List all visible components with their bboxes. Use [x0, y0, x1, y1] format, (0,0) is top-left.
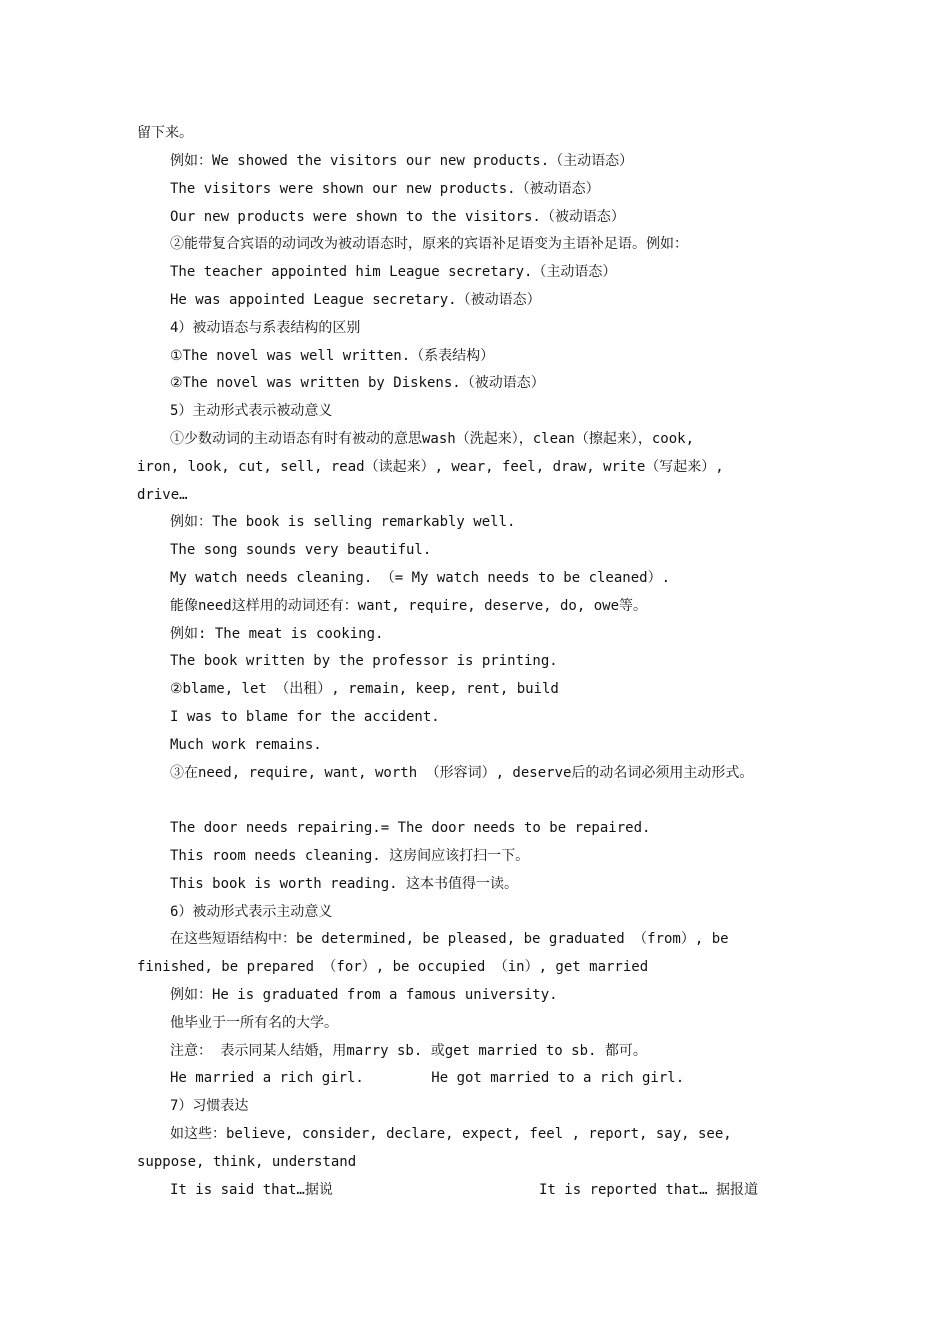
text-line: 例如：The book is selling remarkably well. [170, 514, 516, 530]
text-line: It is said that…据说 [170, 1182, 333, 1198]
text-line: 在这些短语结构中：be determined, be pleased, be graduated （from）, be [170, 931, 729, 947]
text-line: The song sounds very beautiful. [170, 542, 432, 558]
text-line: 留下来。 [137, 125, 193, 141]
text-line: 例如：We showed the visitors our new products.（主动语态） [170, 153, 634, 169]
text-line: ②The novel was written by Diskens.（被动语态） [170, 375, 545, 391]
text-line: ②blame, let （出租）, remain, keep, rent, build [170, 681, 559, 697]
text-line: I was to blame for the accident. [170, 709, 440, 725]
section-heading: 4）被动语态与系表结构的区别 [170, 320, 361, 336]
text-line: The teacher appointed him League secretary.（主动语态） [170, 264, 617, 280]
text-line: Our new products were shown to the visitors.（被动语态） [170, 209, 625, 225]
section-heading: 5）主动形式表示被动意义 [170, 403, 333, 419]
text-line: My watch needs cleaning. （= My watch needs to be cleaned）. [170, 570, 671, 586]
text-line: This room needs cleaning. 这房间应该打扫一下。 [170, 848, 530, 864]
text-line: 例如：He is graduated from a famous university. [170, 987, 558, 1003]
text-line: The door needs repairing.= The door needs to be repaired. [170, 820, 651, 836]
text-line: The book written by the professor is printing. [170, 653, 558, 669]
text-line: ①The novel was well written.（系表结构） [170, 348, 495, 364]
text-line: 注意： 表示同某人结婚，用marry sb. 或get married to sb. 都可。 [170, 1043, 647, 1059]
text-line: suppose, think, understand [137, 1154, 357, 1170]
text-line: It is reported that… 据报道 [539, 1182, 759, 1198]
text-line: 能像need这样用的动词还有：want, require, deserve, do, owe等。 [170, 598, 648, 614]
text-line: The visitors were shown our new products.（被动语态） [170, 181, 600, 197]
text-line: He married a rich girl. He got married to a rich girl. [170, 1070, 685, 1086]
text-line: iron, look, cut, sell, read（读起来）, wear, feel, draw, write（写起来）, [137, 459, 724, 475]
text-line: drive… [137, 487, 188, 503]
section-heading: 6）被动形式表示主动意义 [170, 904, 333, 920]
text-line: ②能带复合宾语的动词改为被动语态时，原来的宾语补足语变为主语补足语。例如： [170, 236, 688, 252]
text-line: 如这些：believe, consider, declare, expect, feel , report, say, see, [170, 1126, 732, 1142]
text-line: He was appointed League secretary.（被动语态） [170, 292, 541, 308]
text-line: 他毕业于一所有名的大学。 [170, 1015, 338, 1031]
text-line: ③在need, require, want, worth （形容词）, deserve后的动名词必须用主动形式。 [170, 765, 754, 781]
text-line: ①少数动词的主动语态有时有被动的意思wash（洗起来），clean（擦起来），cook, [170, 431, 695, 447]
section-heading: 7）习惯表达 [170, 1098, 249, 1114]
text-line: 例如: The meat is cooking. [170, 626, 384, 642]
text-line: Much work remains. [170, 737, 322, 753]
text-line: This book is worth reading. 这本书值得一读。 [170, 876, 519, 892]
text-line: finished, be prepared （for）, be occupied （in）, get married [137, 959, 649, 975]
